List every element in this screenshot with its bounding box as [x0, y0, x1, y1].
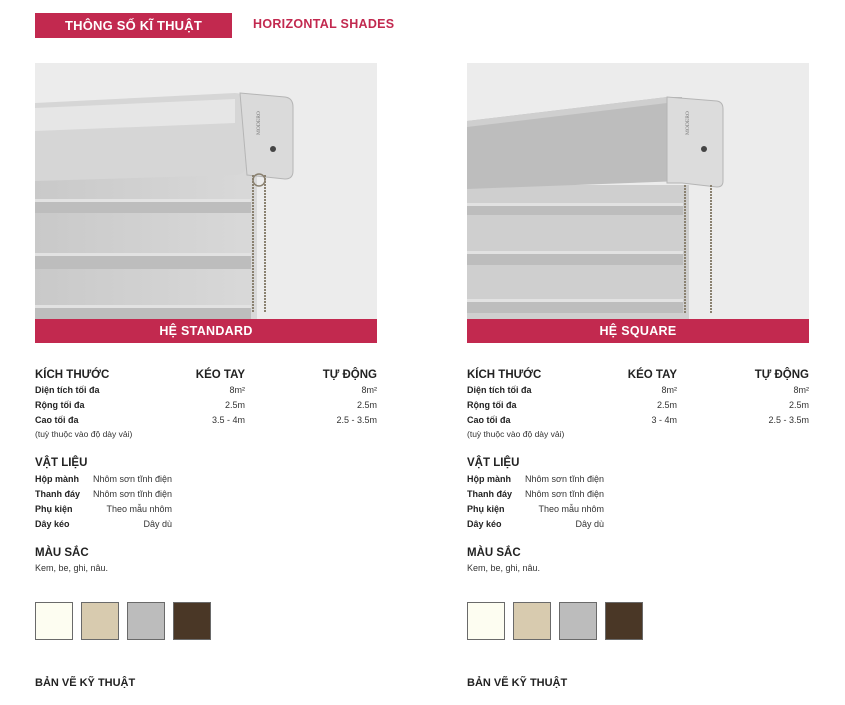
spec-auto-value: 8m²: [361, 384, 377, 395]
spec-manual-value: 2.5m: [224, 399, 245, 410]
material-value: Nhôm sơn tĩnh điện: [525, 473, 604, 484]
manual-col-header: KÉO TAY: [627, 369, 677, 381]
material-row: [35, 516, 377, 531]
material-value: Nhôm sơn tĩnh điện: [525, 488, 604, 499]
manual-col-header: KÉO TAY: [195, 369, 245, 381]
dimension-specs: [467, 368, 809, 689]
technical-drawing-heading: BẢN VẼ KỸ THUẬT: [467, 677, 568, 689]
material-label: Hộp mành: [467, 473, 511, 484]
auto-col-header: TỰ ĐỘNG: [754, 369, 809, 381]
material-value: Dây dù: [143, 518, 172, 529]
swatch-nau[interactable]: [605, 602, 643, 640]
spec-row: [467, 382, 809, 397]
spec-label: Diện tích tối đa: [35, 384, 100, 395]
material-value: Theo mẫu nhôm: [106, 503, 172, 514]
materials-heading: VẬT LIỆU: [35, 457, 88, 469]
swatch-kem[interactable]: [35, 602, 73, 640]
spec-label: Cao tối đa: [35, 414, 79, 425]
spec-manual-value: 3.5 - 4m: [211, 414, 245, 425]
product-square: [467, 63, 809, 689]
material-label: Hộp mành: [35, 473, 79, 484]
material-row: [35, 471, 377, 486]
spec-row: [35, 382, 377, 397]
material-label: Thanh đáy: [467, 488, 513, 499]
spec-row: [467, 412, 809, 427]
color-swatches: [35, 602, 377, 640]
dimensions-heading: KÍCH THƯỚC: [467, 369, 542, 381]
colors-text: Kem, be, ghi, nâu.: [467, 563, 541, 573]
swatch-kem[interactable]: [467, 602, 505, 640]
swatch-be[interactable]: [81, 602, 119, 640]
spec-auto-value: 8m²: [793, 384, 809, 395]
material-label: Thanh đáy: [35, 488, 81, 499]
spec-manual-value: 2.5m: [656, 399, 677, 410]
section-tag: THÔNG SỐ KĨ THUẬT: [35, 13, 232, 38]
spec-auto-value: 2.5m: [356, 399, 377, 410]
spec-row: [35, 397, 377, 412]
auto-col-header: TỰ ĐỘNG: [322, 369, 377, 381]
material-row: [35, 501, 377, 516]
brand-mark: MODERO: [256, 111, 262, 135]
spec-auto-value: 2.5m: [788, 399, 809, 410]
material-label: Phụ kiện: [35, 503, 73, 514]
spec-auto-value: 2.5 - 3.5m: [768, 414, 809, 425]
product-photo-standard: [35, 63, 377, 319]
spec-label: Diện tích tối đa: [467, 384, 532, 395]
spec-manual-value: 8m²: [229, 384, 245, 395]
technical-drawing-heading: BẢN VẼ KỸ THUẬT: [35, 677, 136, 689]
material-label: Dây kéo: [35, 518, 70, 529]
spec-row: [467, 397, 809, 412]
materials-heading: VẬT LIỆU: [467, 457, 520, 469]
spec-note: (tuỳ thuộc vào độ dày vải): [35, 429, 133, 439]
material-row: [467, 486, 809, 501]
spec-label: Rộng tối đa: [467, 399, 517, 410]
color-swatches: [467, 602, 809, 640]
material-label: Dây kéo: [467, 518, 502, 529]
dimension-specs: [35, 368, 377, 689]
material-value: Theo mẫu nhôm: [538, 503, 604, 514]
section-subtitle: HORIZONTAL SHADES: [253, 17, 395, 31]
material-value: Dây dù: [575, 518, 604, 529]
spec-label: Rộng tối đa: [35, 399, 85, 410]
colors-heading: MÀU SẮC: [35, 547, 89, 559]
material-row: [35, 486, 377, 501]
spec-row: [35, 412, 377, 427]
product-name-band: HỆ STANDARD: [35, 319, 377, 343]
material-value: Nhôm sơn tĩnh điện: [93, 473, 172, 484]
swatch-ghi[interactable]: [127, 602, 165, 640]
material-label: Phụ kiện: [467, 503, 505, 514]
product-photo-square: [467, 63, 809, 319]
dimensions-heading: KÍCH THƯỚC: [35, 369, 110, 381]
spec-manual-value: 8m²: [661, 384, 677, 395]
spec-manual-value: 3 - 4m: [651, 414, 677, 425]
material-row: [467, 501, 809, 516]
product-standard: [35, 63, 377, 689]
swatch-nau[interactable]: [173, 602, 211, 640]
material-value: Nhôm sơn tĩnh điện: [93, 488, 172, 499]
swatch-ghi[interactable]: [559, 602, 597, 640]
material-row: [467, 516, 809, 531]
colors-text: Kem, be, ghi, nâu.: [35, 563, 109, 573]
brand-mark: MODERO: [685, 111, 691, 135]
spec-note: (tuỳ thuộc vào độ dày vải): [467, 429, 565, 439]
spec-auto-value: 2.5 - 3.5m: [336, 414, 377, 425]
material-row: [467, 471, 809, 486]
colors-heading: MÀU SẮC: [467, 547, 521, 559]
product-name-band: HỆ SQUARE: [467, 319, 809, 343]
swatch-be[interactable]: [513, 602, 551, 640]
spec-label: Cao tối đa: [467, 414, 511, 425]
